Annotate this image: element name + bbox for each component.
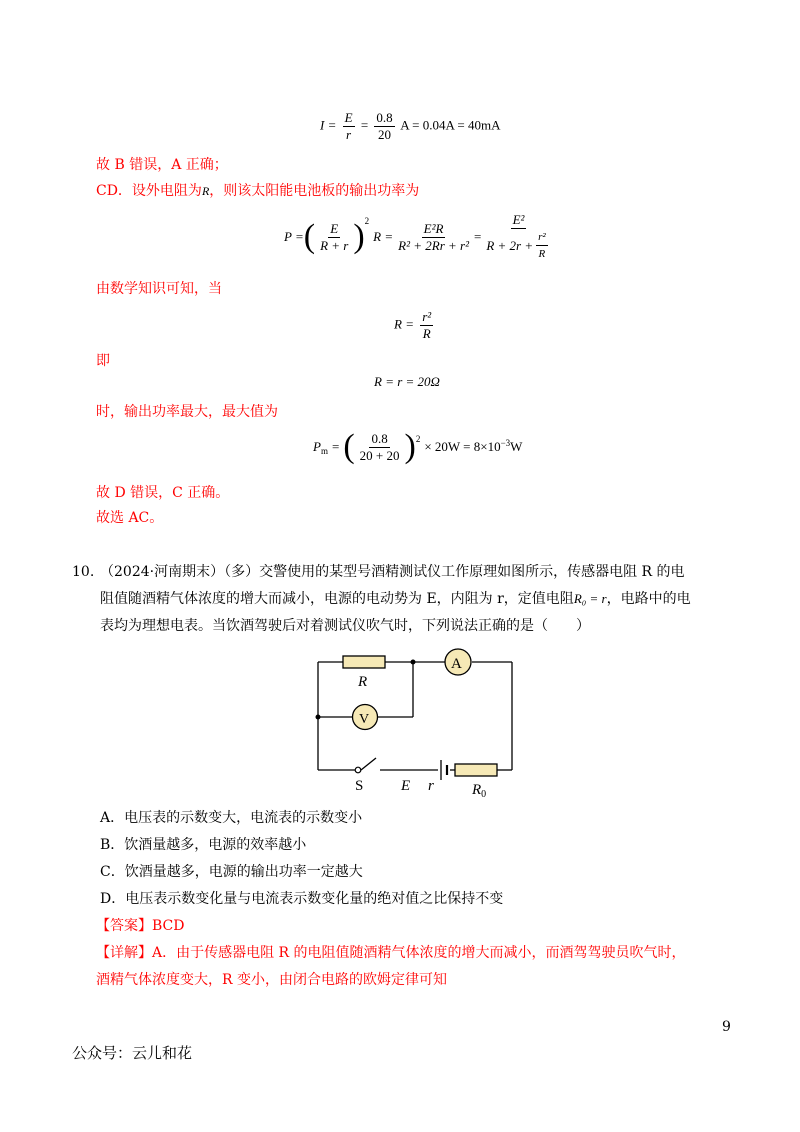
- line-ac: 故选 AC。: [96, 510, 164, 526]
- equation-power: P = ( $\frac{E}{R + r}$ ) $^2$ R = $\frac{\text{E²R}}{\text{R² + 2Rr + r²}}$ = E² R + 2r + $\frac{\text{r²}}{R}$: [284, 212, 546, 260]
- line-b-wrong: 故 B 错误，A 正确；: [96, 157, 228, 173]
- label-e: E: [401, 778, 411, 794]
- line-cd: CD．设外电阻为R，则该太阳能电池板的输出功率为: [96, 183, 420, 199]
- option-d: D．电压表示数变化量与电流表示数变化量的绝对值之比保持不变: [100, 891, 504, 907]
- option-b: B．饮酒量越多，电源的效率越小: [100, 837, 307, 853]
- equation-r: R = $\frac{\text{r²}}{R}$: [394, 309, 432, 341]
- line-max: 时，输出功率最大，最大值为: [96, 404, 278, 420]
- equation-current: I = $\frac{E}{r}$ = $\frac{0.8}{20}$ A = 0.04A = 40mA: [320, 110, 501, 142]
- label-s: S: [355, 778, 364, 794]
- label-r: R: [358, 674, 368, 690]
- line-math: 由数学知识可知，当: [96, 281, 222, 297]
- page-number: 9: [722, 1019, 731, 1035]
- label-a: A: [451, 656, 462, 672]
- question-number: 10.: [72, 564, 95, 580]
- label-internal-r: r: [428, 778, 434, 794]
- resistor-r0: [455, 764, 497, 776]
- detail-line-1: 【详解】A．由于传感器电阻 R 的电阻值随酒精气体浓度的增大而减小，而酒驾驾驶员吹气时，: [96, 945, 686, 961]
- detail-line-2: 酒精气体浓度变大，R 变小，由闭合电路的欧姆定律可知: [96, 972, 447, 988]
- resistor-r: [343, 656, 385, 668]
- question-line-2: 阻值随酒精气体浓度的增大而减小，电源的电动势为 E，内阻为 r，定值电阻R₀ = r，电路中的电: [100, 591, 691, 607]
- equation-pmax: P $_m$ = ( $\frac{0.8}{20 + 20}$ ) $^2$ × 20W = 8×10 $^{-3}$ W: [313, 428, 523, 465]
- equation-r-equals: R = r = 20Ω: [374, 374, 440, 389]
- answer: 【答案】BCD: [96, 918, 185, 934]
- question-line-1: （2024·河南期末）（多）交警使用的某型号酒精测试仪工作原理如图所示，传感器电阻 R 的电: [100, 564, 685, 580]
- line-ji: 即: [96, 353, 110, 369]
- circuit-diagram: [300, 640, 540, 800]
- option-a: A．电压表的示数变大，电流表的示数变小: [100, 810, 363, 826]
- footer-text: 公众号：云儿和花: [72, 1044, 193, 1062]
- option-c: C．饮酒量越多，电源的输出功率一定越大: [100, 864, 363, 880]
- question-line-3: 表均为理想电表。当饮酒驾驶后对着测试仪吹气时，下列说法正确的是（ ）: [100, 618, 590, 634]
- line-d-wrong: 故 D 错误，C 正确。: [96, 485, 230, 501]
- label-r0: $R_0$: [472, 782, 487, 800]
- label-v: V: [359, 712, 370, 727]
